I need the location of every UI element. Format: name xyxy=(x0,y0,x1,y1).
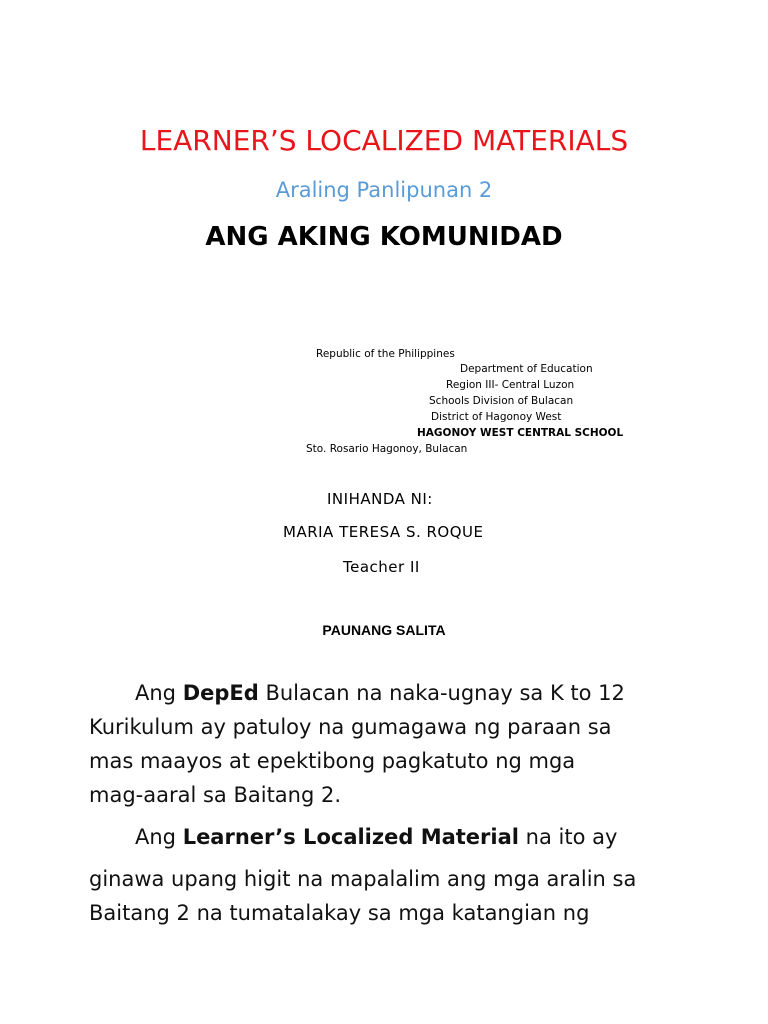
deped-emphasis: DepEd xyxy=(182,681,259,705)
prepared-by-label: INIHANDA NI: xyxy=(327,490,433,508)
paragraph-text: Ang xyxy=(135,825,183,849)
address-location: Sto. Rosario Hagonoy, Bulacan xyxy=(306,443,468,455)
paragraph-text: na ito ay xyxy=(518,825,618,849)
address-school: HAGONOY WEST CENTRAL SCHOOL xyxy=(417,427,624,439)
paragraph-line: Baitang 2 na tumatalakay sa mga katangian ng xyxy=(89,901,590,925)
paragraph-line xyxy=(135,825,617,849)
address-region: Region III- Central Luzon xyxy=(446,379,575,391)
material-emphasis: Learner’s Localized Material xyxy=(182,825,519,849)
subject-title: Araling Panlipunan 2 xyxy=(275,178,493,202)
paragraph-line xyxy=(135,681,625,705)
lesson-title: ANG AKING KOMUNIDAD xyxy=(205,222,563,252)
author-position: Teacher II xyxy=(343,558,420,576)
paragraph-line: mag-aaral sa Baitang 2. xyxy=(89,783,342,807)
paragraph-line: Kurikulum ay patuloy na gumagawa ng paraan sa xyxy=(89,715,612,739)
author-name: MARIA TERESA S. ROQUE xyxy=(283,523,484,541)
paragraph-text: Ang xyxy=(135,681,183,705)
address-division: Schools Division of Bulacan xyxy=(429,395,574,407)
address-republic: Republic of the Philippines xyxy=(316,348,455,360)
address-district: District of Hagonoy West xyxy=(431,411,562,423)
paragraph-line: mas maayos at epektibong pagkatuto ng mga xyxy=(89,749,576,773)
foreword-title: PAUNANG SALITA xyxy=(322,622,446,638)
address-department: Department of Education xyxy=(460,363,593,375)
document-title: LEARNER’S LOCALIZED MATERIALS xyxy=(139,124,629,157)
paragraph-text: Bulacan na naka-ugnay sa K to 12 xyxy=(258,681,625,705)
paragraph-line: ginawa upang higit na mapalalim ang mga aralin sa xyxy=(89,867,637,891)
